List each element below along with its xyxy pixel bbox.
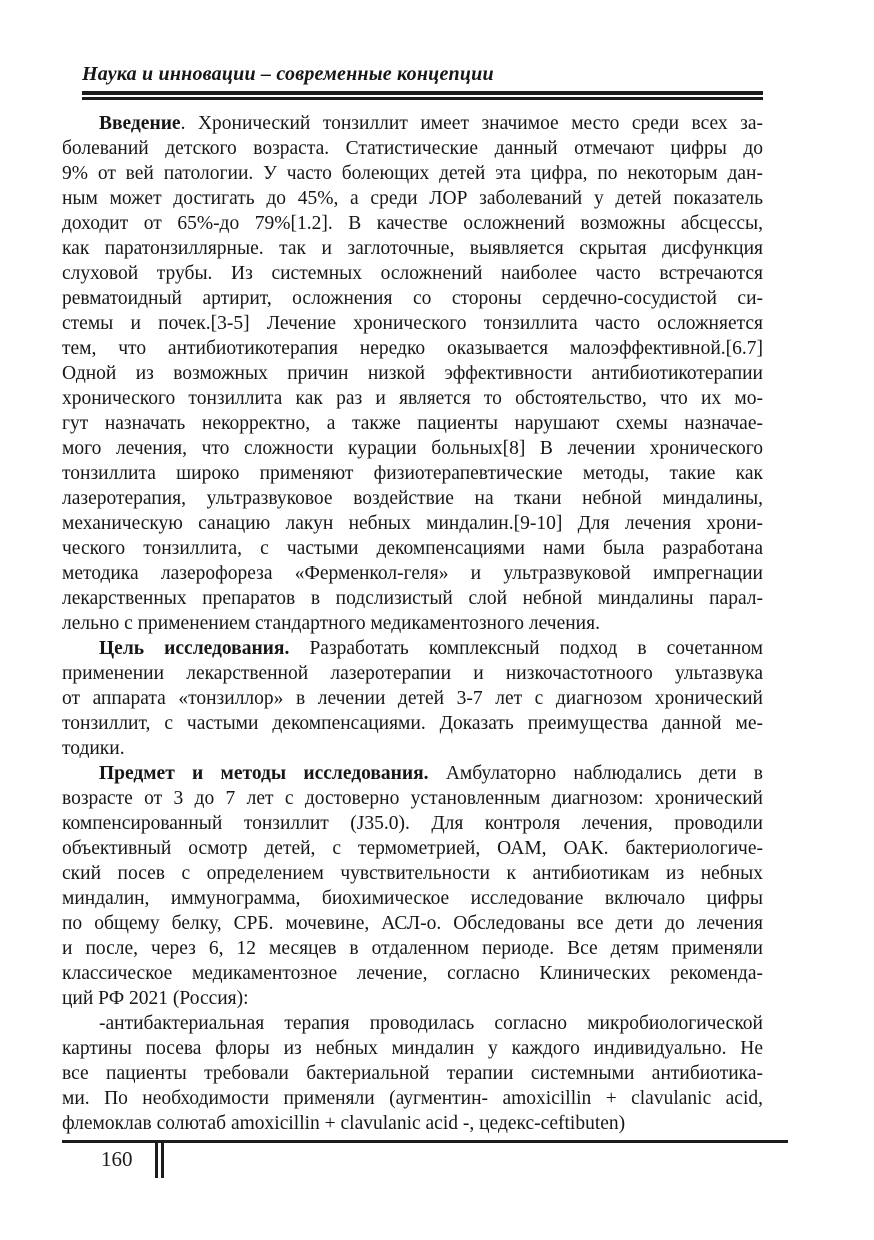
header-double-rule xyxy=(82,91,763,100)
page-header xyxy=(82,63,763,100)
text-line: и после, через 6, 12 месяцев в отдаленном периоде. Все детям применяли xyxy=(62,938,763,959)
text-line: 9% от вей патологии. У часто болеющих детей эта цифра, по некоторым дан- xyxy=(62,163,763,184)
text-line: лельно с применением стандартного медикаментозного лечения. xyxy=(62,613,600,634)
text-line: Одной из возможных причин низкой эффективности антибиотикотерапии xyxy=(62,363,763,384)
text-line: механическую санацию лакун небных миндалин.[9-10] Для лечения хрони- xyxy=(62,513,763,534)
text-line: ми. По необходимости применяли (аугментин- amoxicillin + clavulanic acid, xyxy=(62,1088,763,1109)
running-title: Наука и инновации – современные концепции xyxy=(82,63,494,85)
text-line: -антибактериальная терапия проводилась согласно микробиологической xyxy=(99,1013,763,1034)
text-line: как паратонзиллярные. так и заглоточные, выявляется скрытая дисфункция xyxy=(62,238,763,259)
text-line: миндалин, иммунограмма, биохимическое исследование включало цифры xyxy=(62,888,763,909)
text-line: классическое медикаментозное лечение, согласно Клинических рекоменда- xyxy=(62,963,763,984)
text-line: стемы и почек.[3-5] Лечение хронического тонзиллита часто осложняется xyxy=(62,313,763,334)
text-line: тонзиллит, с частыми декомпенсациями. Доказать преимущества данной ме- xyxy=(62,713,763,734)
text-line: компенсированный тонзиллит (J35.0). Для контроля лечения, проводили xyxy=(62,813,763,834)
text-line: тем, что антибиотикотерапия нередко оказывается малоэффективной.[6.7] xyxy=(62,338,763,359)
text-line: болеваний детского возраста. Статистические данный отмечают цифры до xyxy=(62,138,763,159)
footer-double-bar-ornament xyxy=(155,1141,164,1178)
text-line: применении лекарственной лазеротерапии и низкочастотноого ультазвука xyxy=(62,663,763,684)
text-line: гут назначать некорректно, а также пациенты нарушают схемы назначае- xyxy=(62,413,763,434)
text-line: от аппарата «тонзиллор» в лечении детей 3-7 лет с диагнозом хронический xyxy=(62,688,763,709)
paragraph xyxy=(62,1011,763,1136)
article-body xyxy=(62,111,763,1136)
text-line: лазеротерапия, ультразвуковое воздействие на ткани небной миндалины, xyxy=(62,488,763,509)
text-line: объективный осмотр детей, с термометрией, ОАМ, ОАК. бактериологиче- xyxy=(62,838,763,859)
text-line: Введение. Хронический тонзиллит имеет значимое место среди всех за- xyxy=(99,113,763,134)
text-line: ский посев с определением чувствительности к антибиотикам из небных xyxy=(62,863,763,884)
text-line: слуховой трубы. Из системных осложнений наиболее часто встречаются xyxy=(62,263,763,284)
text-line: Предмет и методы исследования. Амбулаторно наблюдались дети в xyxy=(99,763,763,784)
text-line: мого лечения, что сложности курации больных[8] В лечении хронического xyxy=(62,438,763,459)
paragraph xyxy=(62,111,763,636)
page-number: 160 xyxy=(101,1147,133,1171)
text-line: картины посева флоры из небных миндалин у каждого индивидуально. Не xyxy=(62,1038,763,1059)
text-line: ревматоидный артирит, осложнения со стороны сердечно-сосудистой си- xyxy=(62,288,763,309)
text-line: по общему белку, СРБ. мочевине, АСЛ-о. Обследованы все дети до лечения xyxy=(62,913,763,934)
text-line: Цель исследования. Разработать комплексный подход в сочетанном xyxy=(99,638,763,659)
text-line: доходит от 65%-до 79%[1.2]. В качестве осложнений возможны абсцессы, xyxy=(62,213,763,234)
paragraph xyxy=(62,636,763,761)
text-line: методика лазерофореза «Ферменкол-геля» и ультразвуковой импрегнации xyxy=(62,563,763,584)
text-line: хронического тонзиллита как раз и является то обстоятельство, что их мо- xyxy=(62,388,763,409)
text-line: возрасте от 3 до 7 лет с достоверно установленным диагнозом: хронический xyxy=(62,788,763,809)
paragraph xyxy=(62,761,763,1011)
text-line: ческого тонзиллита, с частыми декомпенсациями нами была разработана xyxy=(62,538,763,559)
text-line: тодики. xyxy=(62,738,125,759)
text-line: тонзиллита широко применяют физиотерапевтические методы, такие как xyxy=(62,463,763,484)
text-line: лекарственных препаратов в подслизистый слой небной миндалины парал- xyxy=(62,588,763,609)
text-line: флемоклав солютаб amoxicillin + clavulanic acid -, цедекс-ceftibuten) xyxy=(62,1113,626,1134)
text-line: ций РФ 2021 (Россия): xyxy=(62,988,249,1009)
text-line: все пациенты требовали бактериальной терапии системными антибиотика- xyxy=(62,1063,763,1084)
footer-rule xyxy=(62,1140,788,1143)
text-line: ным может достигать до 45%, а среди ЛОР заболеваний у детей показатель xyxy=(62,188,763,209)
